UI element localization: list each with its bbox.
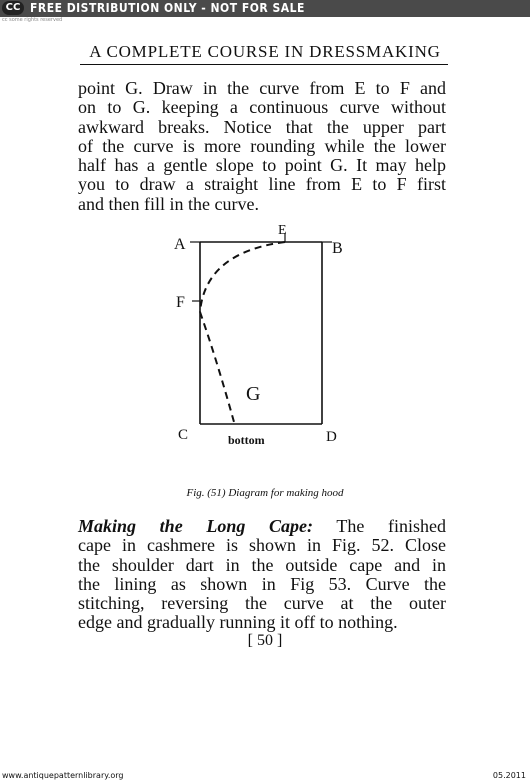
point-label-b: B bbox=[332, 240, 343, 257]
text-line: and then fill in the curve. bbox=[78, 193, 259, 214]
hood-curve-upper bbox=[200, 242, 285, 312]
license-banner bbox=[0, 0, 530, 17]
license-banner-text: FREE DISTRIBUTION ONLY - NOT FOR SALE bbox=[30, 1, 305, 15]
running-head-rule bbox=[80, 64, 448, 65]
running-head: A COMPLETE COURSE IN DRESSMAKING bbox=[89, 42, 441, 61]
text-line-rest: The finished bbox=[313, 516, 446, 536]
text-line: awkward breaks. Notice that the upper part bbox=[78, 116, 446, 137]
body-paragraph-1 bbox=[78, 79, 446, 214]
text-line: the shoulder dart in the outside cape and in bbox=[78, 554, 446, 575]
text-line: half has a gentle slope to point G. It may help bbox=[78, 155, 446, 176]
section-lead-heading: Making the Long Cape: bbox=[78, 516, 314, 536]
text-line: point G. Draw in the curve from E to F and bbox=[78, 78, 446, 98]
hood-curve-lower bbox=[200, 312, 234, 422]
text-line: the lining as shown in Fig 53. Curve the bbox=[78, 573, 446, 594]
text-line: cape in cashmere is shown in Fig. 52. Close bbox=[78, 535, 446, 556]
body-paragraph-2 bbox=[78, 517, 446, 633]
page-number: [ 50 ] bbox=[247, 632, 283, 649]
text-line bbox=[78, 517, 446, 536]
point-label-f: F bbox=[176, 294, 185, 311]
text-line: on to G. keeping a continuous curve without bbox=[78, 97, 446, 118]
point-label-d: D bbox=[326, 429, 337, 445]
creative-commons-icon: CC bbox=[2, 1, 24, 15]
footer-date: 05.2011 bbox=[492, 771, 526, 780]
text-line: you to draw a straight line from E to F first bbox=[78, 174, 446, 195]
bottom-label: bottom bbox=[228, 433, 265, 447]
hood-diagram bbox=[168, 216, 358, 456]
text-line: edge and gradually running it off to nothing. bbox=[78, 612, 398, 633]
point-label-c: C bbox=[178, 427, 189, 443]
point-label-g: G bbox=[246, 383, 261, 405]
point-label-a: A bbox=[174, 236, 186, 253]
license-tiny-note: cc some rights reserved bbox=[2, 17, 63, 23]
figure-caption: Fig. (51) Diagram for making hood bbox=[186, 487, 344, 499]
text-line: stitching, reversing the curve at the outer bbox=[78, 593, 446, 614]
text-line: of the curve is more rounding while the lower bbox=[78, 135, 446, 156]
point-label-e: E bbox=[278, 223, 287, 238]
footer-website: www.antiquepatternlibrary.org bbox=[2, 771, 124, 780]
